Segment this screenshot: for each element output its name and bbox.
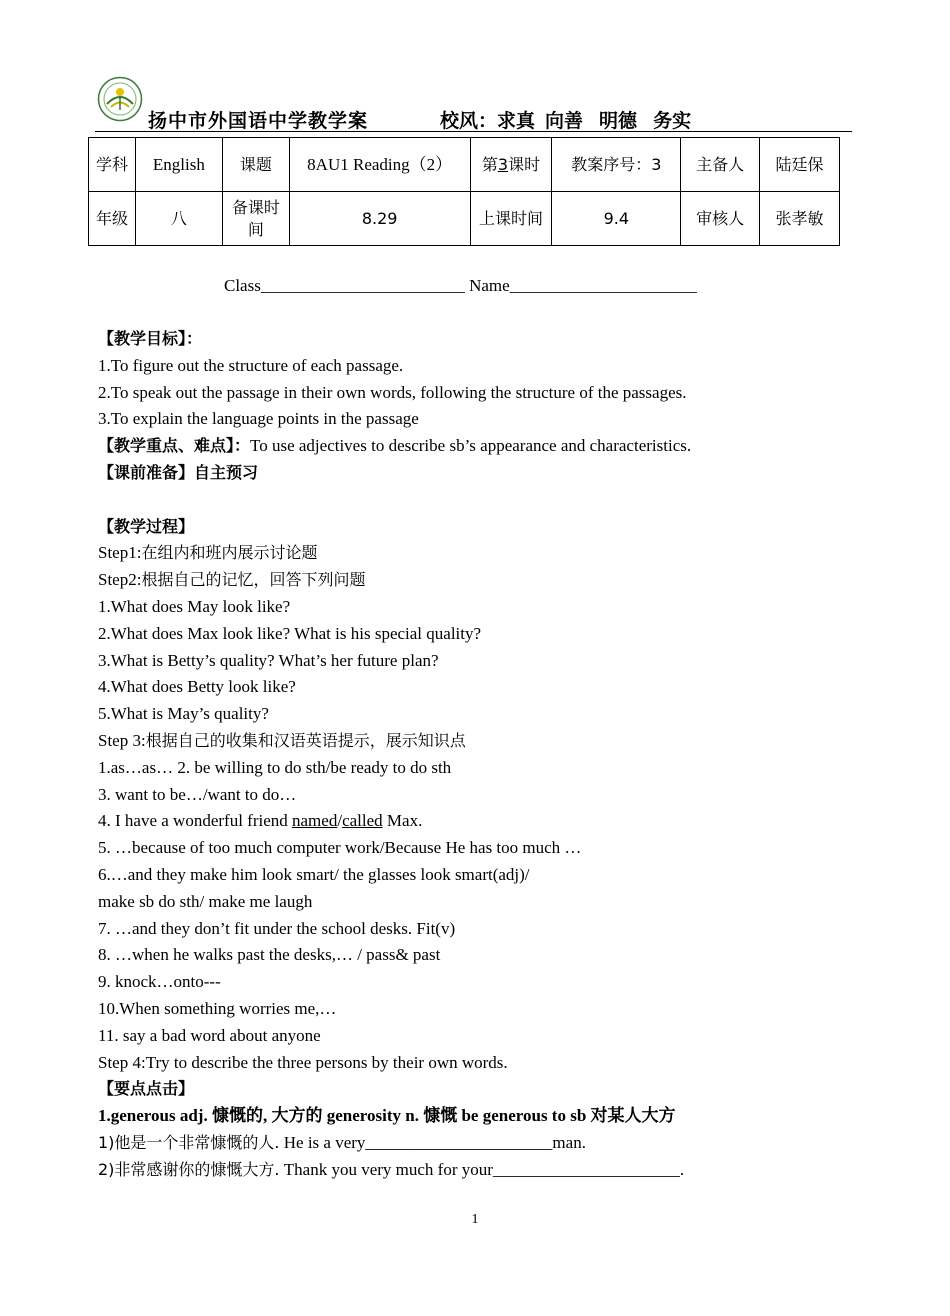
- exercise-1-en: He is a very______________________man.: [279, 1132, 586, 1152]
- school-motto: [440, 106, 701, 133]
- generous-line: 1.generous adj. 慷慨的, 大方的 generosity n. 慷慨 be generous to sb 对某人大方: [98, 1106, 676, 1126]
- exercise-1: [98, 1130, 858, 1157]
- table-row: [89, 192, 840, 246]
- point-item: 7. …and they don’t fit under the school desks. Fit(v): [98, 918, 456, 938]
- point-item: 8. …when he walks past the desks,… / pass& past: [98, 945, 441, 965]
- point-item: 6.…and they make him look smart/ the glasses look smart(adj)/: [98, 864, 530, 884]
- question-item: 5.What is May’s quality?: [98, 704, 269, 724]
- key-points-text: To use adjectives to describe sb’s appearance and characteristics.: [250, 436, 692, 456]
- key-points-line: [98, 433, 858, 460]
- exercise-2-cn: 2)非常感谢你的慷慨大方.: [98, 1159, 280, 1179]
- period-number: 3: [497, 154, 509, 174]
- exercise-2: [98, 1157, 858, 1184]
- page-number: 1: [471, 1212, 479, 1227]
- motto-item: 务实: [653, 110, 692, 132]
- preparer-label: 主备人: [681, 138, 760, 192]
- objective-item: 2.To speak out the passage in their own words, following the structure of the passages.: [98, 382, 687, 402]
- class-time-label: 上课时间: [470, 192, 552, 246]
- step-2-label: Step2:: [98, 570, 142, 590]
- objective-item: 3.To explain the language points in the passage: [98, 409, 419, 429]
- table-row: [89, 138, 840, 192]
- question-item: 1.What does May look like?: [98, 596, 291, 616]
- step-1: [98, 540, 858, 567]
- point-item: 11. say a bad word about anyone: [98, 1025, 321, 1045]
- question-item: 4.What does Betty look like?: [98, 677, 296, 697]
- objectives-heading: 【教学目标】：: [98, 329, 203, 348]
- period-cell: [470, 138, 552, 192]
- step-1-label: Step1:: [98, 543, 142, 563]
- process-heading: 【教学过程】: [98, 516, 195, 536]
- point-item: 1.as…as… 2. be willing to do sth/be ready to do sth: [98, 757, 452, 777]
- subject-label: 学科: [89, 138, 136, 192]
- lesson-info-table: [88, 137, 840, 246]
- motto-item: 求真: [497, 110, 536, 132]
- key-heading: 【要点点击】: [98, 1079, 195, 1099]
- exercise-1-cn: 1)他是一个非常慷慨的人.: [98, 1132, 280, 1152]
- step-3-text: 根据自己的收集和汉语英语提示，展示知识点: [145, 730, 466, 750]
- motto-label: 校风：: [440, 110, 498, 132]
- reviewer-label: 审核人: [681, 192, 760, 246]
- key-points-heading: 【教学重点、难点】：: [98, 436, 251, 456]
- motto-item: 明德: [599, 110, 638, 132]
- name-blank: ______________________: [509, 276, 697, 295]
- period-prefix: 第: [481, 154, 498, 174]
- point-item: 9. knock…onto---: [98, 972, 221, 992]
- step-4: Step 4:Try to describe the three persons by their own words.: [98, 1052, 508, 1072]
- point-item: 5. …because of too much computer work/Because He has too much …: [98, 838, 582, 858]
- point-item: 3. want to be…/want to do…: [98, 784, 297, 804]
- blank-line: [98, 487, 858, 514]
- reviewer-value: 张孝敏: [760, 192, 840, 246]
- exercise-2-en: Thank you very much for your______________________.: [279, 1159, 685, 1179]
- step-2-text: 根据自己的记忆，回答下列问题: [141, 570, 366, 590]
- point-4-post: Max.: [382, 811, 423, 831]
- point-item: [98, 808, 858, 835]
- grade-label: 年级: [89, 192, 136, 246]
- header-divider: [95, 131, 852, 132]
- lesson-content: [98, 326, 858, 1184]
- motto-item: 向善: [545, 110, 584, 132]
- topic-value: 8AU1 Reading（2）: [289, 138, 470, 192]
- preparer-value: 陆廷保: [760, 138, 840, 192]
- step-3: [98, 728, 858, 755]
- subject-value: English: [135, 138, 222, 192]
- grade-value: 八: [135, 192, 222, 246]
- point-4-pre: 4. I have a wonderful friend: [98, 811, 293, 831]
- class-blank: ________________________: [260, 276, 465, 295]
- step-3-label: Step 3:: [98, 730, 146, 750]
- prep-time-value: 8.29: [289, 192, 470, 246]
- topic-label: 课题: [222, 138, 289, 192]
- step-2: [98, 567, 858, 594]
- plan-number: 教案序号：3: [552, 138, 681, 192]
- prep-time-label: 备课时间: [222, 192, 289, 246]
- preparation-heading: 【课前准备】自主预习: [98, 462, 259, 482]
- question-item: 3.What is Betty’s quality? What’s her future plan?: [98, 650, 439, 670]
- point-item: 10.When something worries me,…: [98, 998, 337, 1018]
- class-name-line: [224, 276, 697, 296]
- point-4-slash: /: [337, 811, 343, 831]
- point-item: make sb do sth/ make me laugh: [98, 891, 313, 911]
- period-suffix: 课时: [508, 154, 541, 174]
- school-title: 扬中市外国语中学教学案: [148, 110, 369, 132]
- name-label: Name: [464, 276, 510, 295]
- class-label: Class: [224, 276, 261, 295]
- school-logo-icon: [97, 76, 143, 122]
- objective-item: 1.To figure out the structure of each passage.: [98, 355, 404, 375]
- step-1-text: 在组内和班内展示讨论题: [141, 543, 318, 563]
- question-item: 2.What does Max look like? What is his special quality?: [98, 623, 482, 643]
- class-time-value: 9.4: [552, 192, 681, 246]
- point-4-called: called: [342, 811, 383, 831]
- point-4-named: named: [292, 811, 338, 831]
